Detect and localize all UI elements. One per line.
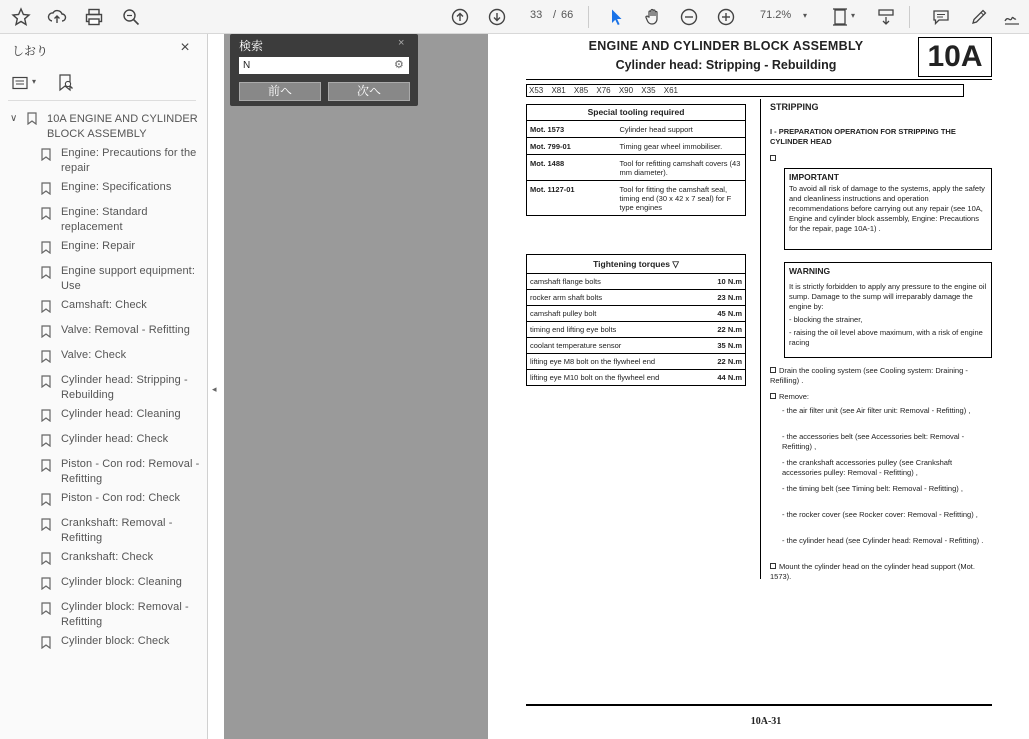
bookmark-label: Engine: Standard replacement — [61, 206, 148, 233]
bookmark-label: Cylinder block: Cleaning — [61, 576, 183, 588]
close-icon[interactable]: × — [398, 37, 405, 49]
bookmark-label: Engine: Precautions for the repair — [61, 147, 197, 174]
special-tooling-table — [526, 104, 746, 216]
bookmark-icon — [27, 112, 37, 125]
tool-code: Mot. 799-01 — [527, 138, 617, 155]
engine-codes: X53 X81 X85 X76 X90 X35 X61 — [526, 84, 964, 97]
upload-cloud-icon[interactable] — [44, 4, 70, 30]
remove-item: - the air filter unit (see Air filter unit: Removal - Refitting) , — [782, 406, 971, 415]
section-number: 10A — [918, 37, 992, 77]
checkbox-icon — [770, 393, 776, 399]
page-separator: / — [553, 9, 557, 21]
bookmarks-title: しおり — [12, 44, 49, 58]
toolbar-divider — [909, 6, 910, 28]
torque-row — [527, 354, 746, 370]
bookmark-item[interactable] — [0, 407, 208, 432]
search-popup — [230, 34, 418, 106]
bookmark-icon — [41, 518, 51, 531]
torque-row — [527, 322, 746, 338]
mount-text: Mount the cylinder head on the cylinder head support (Mot. 1573). — [770, 562, 975, 581]
checkbox-icon — [770, 367, 776, 373]
warning-box — [784, 262, 992, 358]
tooling-row — [527, 155, 746, 181]
warning-item: - blocking the strainer, — [789, 315, 863, 324]
remove-item: - the timing belt (see Timing belt: Removal - Refitting) , — [782, 484, 963, 493]
sidebar-divider — [8, 100, 196, 101]
print-icon[interactable] — [81, 4, 107, 30]
bookmark-label: Piston - Con rod: Check — [61, 492, 181, 504]
bookmark-icon — [41, 434, 51, 447]
toolbar — [0, 0, 1029, 34]
bookmark-root-item[interactable] — [0, 110, 208, 146]
options-dropdown-chevron-icon[interactable]: ▾ — [32, 77, 37, 86]
fit-dropdown-chevron-icon[interactable]: ▾ — [851, 11, 856, 20]
tool-description: Cylinder head support — [617, 121, 746, 138]
important-box — [784, 168, 992, 250]
torque-row — [527, 370, 746, 386]
bookmark-item[interactable] — [0, 516, 208, 550]
torque-item: timing end lifting eye bolts — [527, 322, 700, 338]
remove-item: - the crankshaft accessories pulley (see Crankshaft accessories pulley: Removal - Refitting) , — [782, 458, 953, 477]
torque-row — [527, 290, 746, 306]
bookmark-label: Engine support equipment: Use — [61, 265, 195, 292]
torque-row — [527, 274, 746, 290]
zoom-level[interactable]: 71.2% — [760, 9, 792, 21]
torque-item: rocker arm shaft bolts — [527, 290, 700, 306]
torque-value: 44 N.m — [700, 370, 746, 386]
bookmark-item[interactable] — [0, 457, 208, 491]
bookmark-icon — [41, 552, 51, 565]
sign-icon[interactable] — [999, 4, 1025, 30]
bookmark-item[interactable] — [0, 180, 208, 205]
zoom-search-icon[interactable] — [118, 4, 144, 30]
bookmark-icon — [41, 148, 51, 161]
torque-row — [527, 338, 746, 354]
search-input[interactable] — [239, 57, 409, 74]
preparation-heading: I - PREPARATION OPERATION FOR STRIPPING THE CYLINDER HEAD — [770, 127, 956, 146]
bookmark-item[interactable] — [0, 146, 208, 180]
bookmark-item[interactable] — [0, 348, 208, 373]
torque-value: 45 N.m — [700, 306, 746, 322]
bookmark-icon — [41, 459, 51, 472]
tool-description: Timing gear wheel immobiliser. — [617, 138, 746, 155]
tool-code: Mot. 1573 — [527, 121, 617, 138]
close-icon[interactable]: × — [180, 39, 190, 56]
page-total: 66 — [561, 9, 574, 21]
important-heading: IMPORTANT — [789, 172, 839, 182]
torque-row — [527, 306, 746, 322]
bookmark-label: 10A ENGINE AND CYLINDER BLOCK ASSEMBLY — [47, 113, 198, 140]
bookmark-options-icon[interactable] — [12, 76, 28, 95]
bookmark-item[interactable] — [0, 298, 208, 323]
bookmark-item[interactable] — [0, 239, 208, 264]
torque-value: 22 N.m — [700, 322, 746, 338]
bookmark-label: Valve: Removal - Refitting — [61, 324, 190, 336]
previous-page-icon[interactable] — [447, 4, 473, 30]
torques-header-label: Tightening torques — [593, 258, 670, 269]
bookmark-icon — [41, 577, 51, 590]
tightening-torques-table — [526, 254, 746, 386]
previous-result-button[interactable]: 前へ — [239, 82, 321, 101]
stripping-heading: STRIPPING — [770, 102, 819, 112]
bookmark-icon — [41, 241, 51, 254]
remove-item: - the accessories belt (see Accessories belt: Removal - Refitting) , — [782, 432, 965, 451]
important-text: To avoid all risk of damage to the systems, apply the safety and cleanliness instructions and operation recommendations before carrying out any repair (see 10A, Engine and cylinder block assembly, Engine: Precautions for the repair, page 10A-1) . — [789, 184, 985, 233]
page-footer-number: 10A-31 — [750, 716, 782, 727]
remove-step — [770, 392, 992, 402]
bookmark-label: Cylinder head: Cleaning — [61, 408, 181, 420]
next-result-button[interactable]: 次へ — [328, 82, 410, 101]
bookmark-item[interactable] — [0, 323, 208, 348]
bookmark-label: Cylinder block: Removal - Refitting — [61, 601, 189, 628]
search-title: 検索 — [239, 39, 264, 53]
bookmark-item[interactable] — [0, 264, 208, 298]
warning-item: - raising the oil level above maximum, with a risk of engine racing — [789, 328, 983, 347]
bookmark-item[interactable] — [0, 432, 208, 457]
toolbar-divider — [588, 6, 589, 28]
checkbox-icon — [770, 154, 992, 164]
select-cursor-icon[interactable] — [603, 4, 629, 30]
pdf-page — [488, 34, 1029, 739]
torque-item: coolant temperature sensor — [527, 338, 700, 354]
bookmark-label: Piston - Con rod: Removal - Refitting — [61, 458, 200, 485]
scroll-mode-icon[interactable] — [873, 4, 899, 30]
tooling-row — [527, 138, 746, 155]
bookmark-item[interactable] — [0, 600, 208, 634]
chevron-down-icon[interactable]: ∨ — [10, 113, 18, 124]
bookmark-item[interactable] — [0, 373, 208, 407]
bookmark-icon — [41, 325, 51, 338]
collapse-sidebar-icon[interactable]: ◂ — [212, 384, 217, 394]
next-page-icon[interactable] — [484, 4, 510, 30]
bookmark-item[interactable] — [0, 205, 208, 239]
bookmark-list — [0, 110, 208, 659]
remove-item: - the rocker cover (see Rocker cover: Removal - Refitting) , — [782, 510, 978, 519]
page-subtitle: Cylinder head: Stripping - Rebuilding — [615, 58, 837, 72]
bookmark-label: Cylinder head: Stripping - Rebuilding — [61, 374, 188, 401]
bookmark-icon — [41, 409, 51, 422]
tooling-header: Special tooling required — [527, 105, 746, 121]
bookmark-icon — [41, 493, 51, 506]
find-bookmark-icon[interactable] — [58, 74, 74, 97]
torque-value: 10 N.m — [700, 274, 746, 290]
torque-value: 23 N.m — [700, 290, 746, 306]
drain-text: Drain the cooling system (see Cooling system: Draining - Refilling) . — [770, 366, 968, 385]
column-rule — [760, 99, 761, 579]
bookmark-item[interactable] — [0, 634, 208, 659]
pen-draw-icon[interactable] — [966, 4, 992, 30]
warning-text: It is strictly forbidden to apply any pressure to the engine oil sump. Damage to the sump will irreparably damage the engine by: — [789, 282, 987, 311]
torque-item: camshaft pulley bolt — [527, 306, 700, 322]
checkbox-icon — [770, 563, 776, 569]
bookmark-label: Crankshaft: Removal - Refitting — [61, 517, 173, 544]
title-rule — [526, 79, 992, 80]
drain-step — [770, 366, 992, 386]
warning-heading: WARNING — [789, 266, 831, 276]
tool-description: Tool for refitting camshaft covers (43 mm diameter). — [617, 155, 746, 181]
torque-value: 22 N.m — [700, 354, 746, 370]
torque-item: lifting eye M8 bolt on the flywheel end — [527, 354, 700, 370]
remove-text: Remove: — [779, 392, 810, 401]
comment-icon[interactable] — [928, 4, 954, 30]
bookmark-label: Cylinder head: Check — [61, 433, 169, 445]
bookmark-label: Engine: Specifications — [61, 181, 172, 193]
hand-tool-icon[interactable] — [640, 4, 666, 30]
bookmarks-toolbar — [12, 72, 82, 96]
bookmark-item[interactable] — [0, 550, 208, 575]
bookmark-star-icon[interactable] — [8, 4, 34, 30]
bookmark-icon — [41, 636, 51, 649]
bookmark-icon — [41, 266, 51, 279]
bookmark-label: Cylinder block: Check — [61, 635, 170, 647]
bookmark-icon — [41, 182, 51, 195]
bookmark-icon — [41, 602, 51, 615]
bookmark-label: Crankshaft: Check — [61, 551, 154, 563]
tool-code: Mot. 1127-01 — [527, 181, 617, 216]
bookmark-label: Camshaft: Check — [61, 299, 147, 311]
torque-value: 35 N.m — [700, 338, 746, 354]
torque-symbol-icon: ▽ — [672, 258, 679, 269]
zoom-in-icon[interactable] — [713, 4, 739, 30]
page-title: ENGINE AND CYLINDER BLOCK ASSEMBLY — [588, 39, 864, 53]
zoom-out-icon[interactable] — [676, 4, 702, 30]
bookmark-label: Engine: Repair — [61, 240, 136, 252]
torques-header — [527, 255, 746, 274]
bookmark-icon — [41, 300, 51, 313]
bookmarks-panel — [0, 34, 208, 739]
fit-page-icon[interactable] — [827, 4, 856, 30]
bookmark-label: Valve: Check — [61, 349, 127, 361]
tooling-row — [527, 181, 746, 216]
tooling-row — [527, 121, 746, 138]
bookmark-icon — [41, 207, 51, 220]
bookmark-item[interactable] — [0, 491, 208, 516]
bookmark-icon — [41, 375, 51, 388]
torque-item: lifting eye M10 bolt on the flywheel end — [527, 370, 700, 386]
footer-rule — [526, 704, 992, 706]
remove-item: - the cylinder head (see Cylinder head: Removal - Refitting) . — [782, 536, 984, 545]
page-current[interactable]: 33 — [530, 9, 543, 21]
zoom-dropdown-chevron-icon[interactable]: ▾ — [803, 11, 808, 20]
bookmark-icon — [41, 350, 51, 363]
gear-icon[interactable]: ⚙ — [394, 59, 404, 71]
tool-code: Mot. 1488 — [527, 155, 617, 181]
tool-description: Tool for fitting the camshaft seal, timing end (30 x 42 x 7 seal) for F type engines — [617, 181, 746, 216]
mount-step — [770, 562, 992, 582]
torque-item: camshaft flange bolts — [527, 274, 700, 290]
bookmark-item[interactable] — [0, 575, 208, 600]
